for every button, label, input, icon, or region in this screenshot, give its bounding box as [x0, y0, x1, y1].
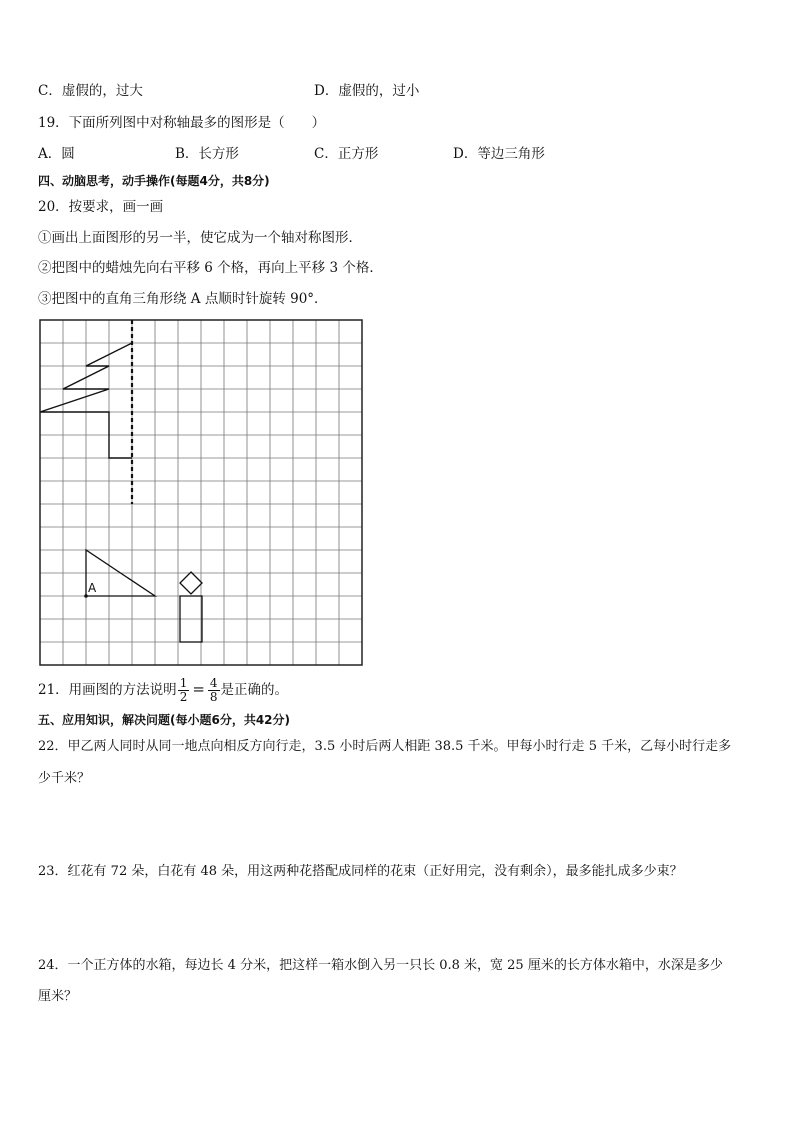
- fraction-one-half: [178, 677, 190, 704]
- q24-line-2: 厘米？: [38, 989, 78, 1004]
- fraction-2-denominator: 8: [209, 690, 218, 704]
- q19-option-b: B．长方形: [175, 146, 239, 162]
- q20-task-1: ①画出上面图形的另一半，使它成为一个轴对称图形．: [38, 230, 362, 246]
- drawing-grid: [38, 318, 366, 668]
- candle-flame: [180, 572, 202, 594]
- q21-prefix: 21．用画图的方法说明: [38, 682, 177, 698]
- q18-option-c: C．虚假的，过大: [38, 83, 143, 99]
- q19-stem: 19．下面所列图中对称轴最多的图形是（ ）: [38, 115, 326, 131]
- grid-lines: [40, 320, 362, 665]
- q20-task-2: ②把图中的蜡烛先向右平移 6 个格，再向上平移 3 个格．: [38, 260, 383, 276]
- fraction-2-numerator: 4: [209, 676, 218, 690]
- q22-line-1: 22．甲乙两人同时从同一地点向相反方向行走，3.5 小时后两人相距 38.5 千米。甲每小时行走 5 千米，乙每小时行走多: [38, 739, 732, 754]
- q23-line-1: 23．红花有 72 朵，白花有 48 朵，用这两种花搭配成同样的花束（正好用完，没有剩余），最多能扎成多少束？: [38, 864, 683, 879]
- q24-line-1: 24．一个正方体的水箱，每边长 4 分米，把这样一箱水倒入另一只长 0.8 米，宽 25 厘米的长方体水箱中，水深是多少: [38, 958, 723, 973]
- q19-option-a: A．圆: [38, 146, 75, 162]
- q19-option-d: D．等边三角形: [453, 146, 545, 162]
- q22-line-2: 少千米？: [38, 771, 91, 786]
- q18-option-d: D．虚假的，过小: [314, 83, 420, 99]
- fraction-four-eighths: [208, 677, 220, 704]
- q20-task-3: ③把图中的直角三角形绕 A 点顺时针旋转 90°．: [38, 291, 328, 307]
- section-5-title: 五、应用知识，解决问题(每小题6分，共42分): [38, 713, 291, 727]
- point-a-label: A: [88, 581, 97, 595]
- fraction-1-numerator: 1: [179, 676, 188, 690]
- q20-stem: 20．按要求，画一画: [38, 199, 164, 215]
- fraction-1-denominator: 2: [179, 690, 188, 704]
- equals-sign: =: [192, 680, 205, 698]
- q21-suffix: 是正确的。: [220, 682, 289, 698]
- section-4-title: 四、动脑思考，动手操作(每题4分，共8分): [38, 174, 270, 188]
- q19-option-c: C．正方形: [314, 146, 379, 162]
- q21-line: [38, 673, 288, 706]
